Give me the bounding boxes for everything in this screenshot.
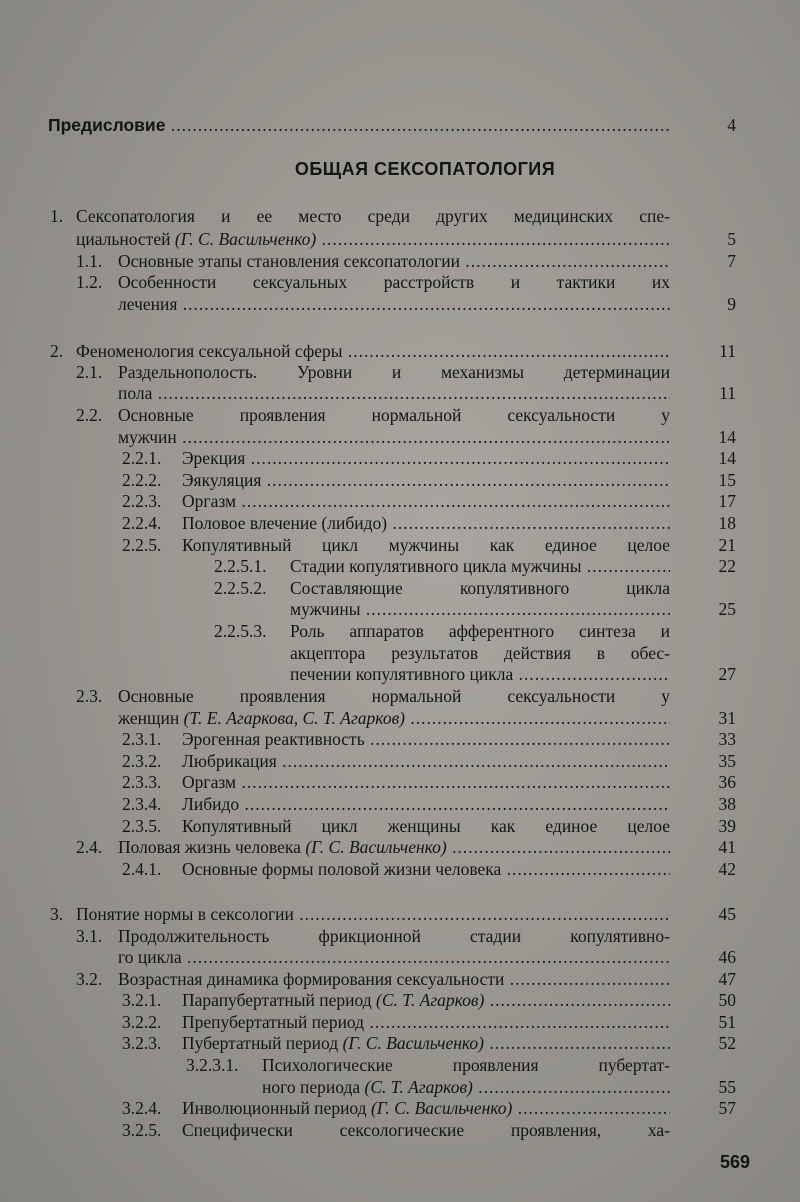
dot-leader [447,837,670,857]
toc-entry-number: 2.2.3. [122,491,162,511]
dot-leader [405,708,670,728]
dot-leader [152,383,670,403]
page-ref: 11 [719,383,736,403]
dot-leader [182,947,670,967]
toc-entry-text: Эрогенная реактивность ..... [182,728,670,750]
page-ref: 11 [719,341,736,361]
toc-entry-number: 2. [50,341,64,361]
page-ref: 57 [718,1098,736,1118]
page-ref: 52 [718,1033,736,1053]
page-ref: 14 [718,448,736,468]
toc-entry-number: 2.1. [76,362,103,382]
dot-leader [343,341,670,361]
toc-entry-text: мужчин ..... [118,426,670,448]
page-number: 569 [719,1152,750,1172]
page-ref: 36 [718,772,736,792]
toc-entry-text: Основные проявления нормальной сексуальности у [118,686,670,706]
dot-leader [484,990,670,1010]
toc-entry-number: 3. [50,904,64,924]
dot-leader [387,513,670,533]
dot-leader [512,1098,670,1118]
toc-entry-number: 2.2.5.3. [214,621,267,641]
toc-entry-text: женщин (Т. Е. Агаркова, С. Т. Агарков) ..... [118,707,670,729]
page-ref: 18 [718,513,736,533]
toc-entry-text: Оргазм ..... [182,771,670,793]
dot-leader [277,751,670,771]
toc-entry-number: 2.3.5. [122,816,162,836]
toc-entry-number: 1.2. [76,272,103,292]
toc-entry-number: 2.3.2. [122,751,162,771]
dot-leader [177,294,670,314]
toc-entry-text: Парапубертатный период (С. Т. Агарков) ..... [182,989,670,1011]
toc-entry-text: Психологические проявления пубертат- [262,1055,670,1075]
toc-entry-text: Копулятивный цикл женщины как единое целое [182,816,670,836]
dot-leader [165,115,670,135]
page-ref: 50 [718,990,736,1010]
page-ref: 21 [718,535,736,555]
toc-entry-number: 3.2.2. [122,1012,162,1032]
toc-entry-text: Любрикация ..... [182,750,670,772]
author-credit: (Г. С. Васильченко) [305,837,447,857]
toc-entry-text: циальностей (Г. С. Васильченко) ..... [76,228,670,250]
toc-entry-text: Понятие нормы в сексологии ..... [76,903,670,925]
toc-entry-number: 1. [50,206,64,226]
dot-leader [245,448,670,468]
toc-entry-number: 2.2. [76,405,103,425]
toc-entry-number: 3.2.4. [122,1098,162,1118]
page-ref: 33 [718,729,736,749]
toc-entry-text: акцептора результатов действия в обес- [290,643,670,663]
page-ref: 22 [718,556,736,576]
dot-leader [504,969,670,989]
toc-entry-text: Специфически сексологические проявления, ха- [182,1120,670,1140]
dot-leader [261,470,670,490]
toc-entry-text: Копулятивный цикл мужчины как единое целое [182,535,670,555]
dot-leader [365,729,670,749]
dot-leader [294,904,670,924]
toc-entry-text: печении копулятивного цикла ..... [290,663,670,685]
toc-entry-number: 2.2.5.1. [214,556,267,576]
toc-entry-number: 2.2.1. [122,448,162,468]
dot-leader [581,556,670,576]
dot-leader [513,664,670,684]
toc-entry-number: 3.2. [76,969,103,989]
page-ref: 42 [718,859,736,879]
author-credit: (Т. Е. Агаркова, С. Т. Агарков) [183,708,406,728]
toc-entry-number: 2.4.1. [122,859,162,879]
toc-entry-text: Продолжительность фрикционной стадии копулятивно- [118,926,670,946]
toc-entry-text: лечения ..... [118,293,670,315]
toc-entry-text: Препубертатный период ..... [182,1011,670,1033]
toc-entry-text: Оргазм ..... [182,490,670,512]
dot-leader [177,427,670,447]
toc-entry-text: Составляющие копулятивного цикла [290,578,670,598]
page-ref: 17 [718,491,736,511]
toc-entry-text: Феноменология сексуальной сферы ..... [76,340,670,362]
toc-entry-number: 2.2.5. [122,535,162,555]
toc-entry-text: Пубертатный период (Г. С. Васильченко) ..... [182,1032,670,1054]
toc-entry-number: 3.2.1. [122,990,162,1010]
author-credit: (С. Т. Агарков) [364,1077,473,1097]
toc-entry-text: Роль аппаратов афферентного синтеза и [290,621,670,641]
page-ref: 7 [727,251,736,271]
toc-entry-number: 2.3. [76,686,103,706]
page-ref: 47 [718,969,736,989]
page-ref: 45 [718,904,736,924]
toc-entry-text: Половая жизнь человека (Г. С. Васильченко) ..... [118,836,670,858]
dot-leader [484,1033,670,1053]
toc-entry-text: Либидо ..... [182,793,670,815]
dot-leader [364,1012,670,1032]
toc-entry-number: 2.3.1. [122,729,162,749]
page-ref: 55 [718,1077,736,1097]
toc-entry-text: Стадии копулятивного цикла мужчины ..... [290,555,670,577]
author-credit: (Г. С. Васильченко) [174,229,317,249]
page-ref: 35 [718,751,736,771]
toc-entry-number: 2.4. [76,837,103,857]
page-ref: 39 [718,816,736,836]
toc-entry-preface [48,114,670,136]
toc-entry-text: Основные этапы становления сексопатологии ..... [118,250,670,272]
toc-entry-text: го цикла ..... [118,946,670,968]
page-ref: 4 [727,115,736,135]
toc-entry-text: Основные проявления нормальной сексуальности у [118,405,670,425]
toc-entry-number: 2.3.4. [122,794,162,814]
page-ref: 46 [718,947,736,967]
author-credit: (Г. С. Васильченко) [342,1033,484,1053]
dot-leader [236,772,670,792]
toc-entry-number: 2.2.4. [122,513,162,533]
toc-entry-text: Эрекция ..... [182,447,670,469]
page-ref: 31 [718,708,736,728]
page-ref: 51 [718,1012,736,1032]
toc-entry-number: 3.2.3.1. [186,1055,239,1075]
toc-entry-text: ного периода (С. Т. Агарков) ..... [262,1076,670,1098]
toc-entry-number: 3.1. [76,926,103,946]
section-title: ОБЩАЯ СЕКСОПАТОЛОГИЯ [294,159,556,179]
dot-leader [239,794,670,814]
toc-entry-number: 2.3.3. [122,772,162,792]
toc-entry-number: 1.1. [76,251,103,271]
toc-entry-text: Сексопатология и ее место среди других медицинских спе- [76,206,670,226]
page-ref: 5 [727,229,736,249]
toc-entry-text: Возрастная динамика формирования сексуальности ..... [118,968,670,990]
toc-entry-text: мужчины ..... [290,598,670,620]
author-credit: (С. Т. Агарков) [376,990,485,1010]
page-ref: 25 [718,599,736,619]
dot-leader [501,859,670,879]
toc-entry-number: 3.2.5. [122,1120,162,1140]
dot-leader [236,491,670,511]
preface-label: Предисловие [48,115,166,135]
author-credit: (Г. С. Васильченко) [370,1098,513,1118]
toc-entry-text: Основные формы половой жизни человека ..... [182,858,670,880]
page-ref: 27 [718,664,736,684]
page-ref: 41 [718,837,736,857]
toc-entry-text: Инволюционный период (Г. С. Васильченко) ..... [182,1097,670,1119]
toc-entry-text: Раздельнополость. Уровни и механизмы детерминации [118,362,670,382]
dot-leader [361,599,670,619]
dot-leader [460,251,670,271]
dot-leader [473,1077,670,1097]
page-ref: 14 [718,427,736,447]
dot-leader [316,229,670,249]
toc-entry-number: 2.2.5.2. [214,578,267,598]
toc-entry-text: Половое влечение (либидо) ..... [182,512,670,534]
page-ref: 9 [727,294,736,314]
toc-entry-number: 2.2.2. [122,470,162,490]
page-ref: 38 [718,794,736,814]
toc-entry-text: Особенности сексуальных расстройств и тактики их [118,272,670,292]
toc-entry-number: 3.2.3. [122,1033,162,1053]
page-ref: 15 [718,470,736,490]
toc-entry-text: пола ..... [118,382,670,404]
toc-entry-text: Эякуляция ..... [182,469,670,491]
